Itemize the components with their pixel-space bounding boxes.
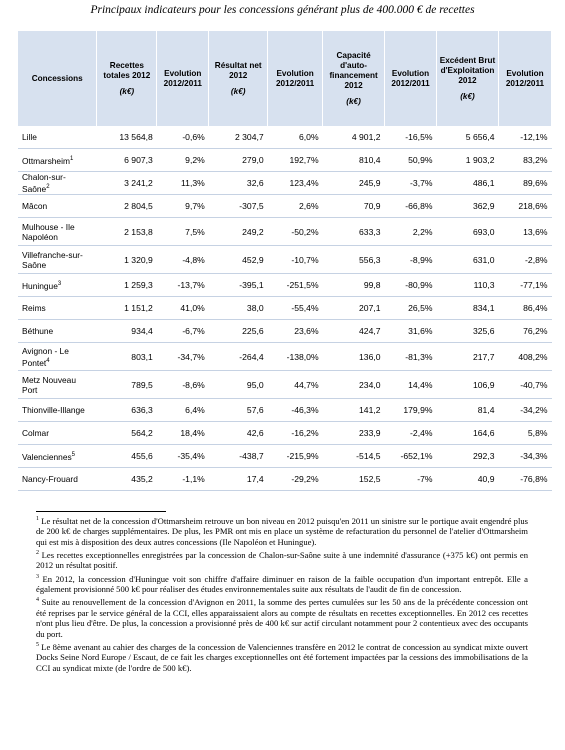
table-row bbox=[18, 195, 552, 218]
table-row bbox=[18, 399, 552, 422]
concession-name: Reims bbox=[22, 303, 46, 313]
value-cell: -264,4 bbox=[209, 343, 268, 371]
value-cell: 2 153,8 bbox=[97, 218, 157, 246]
column-header-unit: (k€) bbox=[460, 91, 475, 101]
value-cell: -46,3% bbox=[268, 399, 323, 422]
table-row bbox=[18, 297, 552, 320]
footnote-number: 5 bbox=[36, 641, 39, 648]
column-header bbox=[268, 31, 323, 126]
value-cell: 50,9% bbox=[385, 149, 437, 172]
footnote-reference: 5 bbox=[71, 452, 76, 459]
concession-name: Chalon-sur-Saône bbox=[22, 172, 66, 194]
value-cell: 81,4 bbox=[437, 399, 499, 422]
value-cell: 1 259,3 bbox=[97, 274, 157, 297]
column-header-label: Capacité d'auto-financement 2012 bbox=[329, 50, 378, 90]
table-row bbox=[18, 149, 552, 172]
table-row bbox=[18, 371, 552, 399]
value-cell: 249,2 bbox=[209, 218, 268, 246]
concession-name-cell bbox=[18, 172, 97, 195]
value-cell: 486,1 bbox=[437, 172, 499, 195]
value-cell: -2,8% bbox=[498, 246, 551, 274]
value-cell: 633,3 bbox=[323, 218, 385, 246]
table-row bbox=[18, 172, 552, 195]
value-cell: 89,6% bbox=[498, 172, 551, 195]
value-cell: 123,4% bbox=[268, 172, 323, 195]
footnote-reference: 3 bbox=[57, 281, 62, 288]
concession-name-cell bbox=[18, 320, 97, 343]
footnote bbox=[36, 640, 528, 673]
value-cell: 810,4 bbox=[323, 149, 385, 172]
value-cell: 13 564,8 bbox=[97, 126, 157, 149]
value-cell: 218,6% bbox=[498, 195, 551, 218]
value-cell: 1 903,2 bbox=[437, 149, 499, 172]
value-cell: -10,7% bbox=[268, 246, 323, 274]
footnote-text: En 2012, la concession d'Huningue voit son chiffre d'affaire diminuer en raison de la faible occupation d'un important entrepôt. Elle a également provisionné 500 k€ pour réaliser des études environnementales suite aux résultats de l'audit de fin de concession. bbox=[36, 573, 528, 595]
footnote-number: 2 bbox=[36, 550, 39, 557]
table-row bbox=[18, 320, 552, 343]
value-cell: 362,9 bbox=[437, 195, 499, 218]
value-cell: 31,6% bbox=[385, 320, 437, 343]
concession-name-cell bbox=[18, 445, 97, 468]
concession-name: Metz Nouveau Port bbox=[22, 374, 76, 395]
value-cell: 292,3 bbox=[437, 445, 499, 468]
column-header-label: Evolution 2012/2011 bbox=[505, 68, 545, 88]
value-cell: 5,8% bbox=[498, 422, 551, 445]
column-header bbox=[157, 31, 209, 126]
value-cell: -35,4% bbox=[157, 445, 209, 468]
footnote-text: Le résultat net de la concession d'Ottmarsheim retrouve un bon niveau en 2012 puisqu'en 2011 un sinistre sur le portique avait engendré plus de 200 k€ de charges supplémentaires. De plus, les PMR ont mis en place un système de refacturation du personnel de l'atelier d'Ottmarsheim qui est mis à disposition des deux autres concessions (Ile Napoléon et Huningue). bbox=[36, 515, 528, 547]
value-cell: -251,5% bbox=[268, 274, 323, 297]
value-cell: 23,6% bbox=[268, 320, 323, 343]
value-cell: -8,9% bbox=[385, 246, 437, 274]
column-header bbox=[209, 31, 268, 126]
value-cell: -29,2% bbox=[268, 468, 323, 491]
indicators-table bbox=[18, 31, 552, 491]
value-cell: 2,6% bbox=[268, 195, 323, 218]
concession-name-cell bbox=[18, 218, 97, 246]
value-cell: -514,5 bbox=[323, 445, 385, 468]
value-cell: -1,1% bbox=[157, 468, 209, 491]
value-cell: -13,7% bbox=[157, 274, 209, 297]
concession-name-cell bbox=[18, 126, 97, 149]
column-header-unit: (k€) bbox=[119, 86, 135, 96]
value-cell: 17,4 bbox=[209, 468, 268, 491]
concession-name-cell bbox=[18, 149, 97, 172]
column-header-label: Résultat net 2012 bbox=[214, 60, 262, 80]
value-cell: 41,0% bbox=[157, 297, 209, 320]
footnote bbox=[36, 514, 528, 547]
table-header-row bbox=[18, 31, 552, 126]
value-cell: -55,4% bbox=[268, 297, 323, 320]
value-cell: -12,1% bbox=[498, 126, 551, 149]
value-cell: -50,2% bbox=[268, 218, 323, 246]
value-cell: 26,5% bbox=[385, 297, 437, 320]
value-cell: 452,9 bbox=[209, 246, 268, 274]
table-row bbox=[18, 246, 552, 274]
concession-name: Valenciennes bbox=[22, 451, 72, 462]
value-cell: 5 656,4 bbox=[437, 126, 499, 149]
footnote bbox=[36, 548, 528, 571]
concession-name-cell bbox=[18, 468, 97, 491]
footnote-reference: 1 bbox=[69, 156, 74, 163]
value-cell: 3 241,2 bbox=[97, 172, 157, 195]
column-header-label: Evolution 2012/2011 bbox=[275, 68, 315, 88]
value-cell: 164,6 bbox=[437, 422, 499, 445]
value-cell: 631,0 bbox=[437, 246, 499, 274]
value-cell: 6,4% bbox=[157, 399, 209, 422]
value-cell: -16,2% bbox=[268, 422, 323, 445]
value-cell: 233,9 bbox=[323, 422, 385, 445]
column-header bbox=[498, 31, 551, 126]
value-cell: 455,6 bbox=[97, 445, 157, 468]
value-cell: 636,3 bbox=[97, 399, 157, 422]
value-cell: 424,7 bbox=[323, 320, 385, 343]
value-cell: 141,2 bbox=[323, 399, 385, 422]
value-cell: 192,7% bbox=[268, 149, 323, 172]
value-cell: 152,5 bbox=[323, 468, 385, 491]
footnotes bbox=[36, 514, 528, 674]
value-cell: 95,0 bbox=[209, 371, 268, 399]
value-cell: 44,7% bbox=[268, 371, 323, 399]
column-header-label: Excédent Brut d'Exploitation 2012 bbox=[439, 55, 496, 85]
value-cell: -4,8% bbox=[157, 246, 209, 274]
column-header bbox=[323, 31, 385, 126]
value-cell: 14,4% bbox=[385, 371, 437, 399]
concession-name: Béthune bbox=[22, 326, 54, 336]
value-cell: 86,4% bbox=[498, 297, 551, 320]
value-cell: -34,3% bbox=[498, 445, 551, 468]
value-cell: 279,0 bbox=[209, 149, 268, 172]
column-header-label: Evolution 2012/2011 bbox=[391, 68, 430, 88]
value-cell: 9,2% bbox=[157, 149, 209, 172]
concession-name: Ottmarsheim bbox=[22, 155, 70, 166]
value-cell: 6 907,3 bbox=[97, 149, 157, 172]
value-cell: 7,5% bbox=[157, 218, 209, 246]
value-cell: -0,6% bbox=[157, 126, 209, 149]
value-cell: 99,8 bbox=[323, 274, 385, 297]
value-cell: -16,5% bbox=[385, 126, 437, 149]
concession-name: Lille bbox=[22, 132, 37, 142]
value-cell: -7% bbox=[385, 468, 437, 491]
concession-name-cell bbox=[18, 297, 97, 320]
column-header bbox=[97, 31, 157, 126]
value-cell: -215,9% bbox=[268, 445, 323, 468]
concession-name: Huningue bbox=[22, 280, 58, 291]
value-cell: 1 151,2 bbox=[97, 297, 157, 320]
value-cell: 2 804,5 bbox=[97, 195, 157, 218]
value-cell: -77,1% bbox=[498, 274, 551, 297]
value-cell: -40,7% bbox=[498, 371, 551, 399]
value-cell: 225,6 bbox=[209, 320, 268, 343]
concession-name-cell bbox=[18, 422, 97, 445]
value-cell: 435,2 bbox=[97, 468, 157, 491]
concession-name-cell bbox=[18, 246, 97, 274]
value-cell: 6,0% bbox=[268, 126, 323, 149]
concession-name: Mulhouse - Ile Napoléon bbox=[22, 221, 75, 242]
footnote-reference: 4 bbox=[46, 357, 50, 364]
value-cell: 693,0 bbox=[437, 218, 499, 246]
value-cell: 42,6 bbox=[209, 422, 268, 445]
footnote-text: Suite au renouvellement de la concession d'Avignon en 2011, la somme des pertes cumulées sur les 50 ans de la précédente concession ont été reprises par le service général de la CCI, elles apparaissaient alors au compte de résultats en recettes exceptionnelles. En 2012 ces recettes n'ont plus lieu d'être. De plus, la concession a provisionné près de 400 k€ sur actif circulant notamment pour 2 contentieux avec des occupants du port. bbox=[36, 597, 528, 639]
value-cell: 70,9 bbox=[323, 195, 385, 218]
value-cell: 38,0 bbox=[209, 297, 268, 320]
value-cell: 408,2% bbox=[498, 343, 551, 371]
concession-name-cell bbox=[18, 399, 97, 422]
footnote-number: 3 bbox=[36, 573, 39, 580]
value-cell: -438,7 bbox=[209, 445, 268, 468]
concession-name: Villefranche-sur-Saône bbox=[22, 249, 83, 270]
footnote-text: Le 8ème avenant au cahier des charges de la concession de Valenciennes transfère en 2012 le contrat de concession au syndicat mixte ouvert Docks Seine Nord Europe / Escaut, de ce fait les charges exceptionnelles ont été fortement impactées par la cessions des immobilisations de la CCI au syndicat mixte (de l'ordre de 500 k€). bbox=[36, 641, 528, 673]
table-row bbox=[18, 445, 552, 468]
value-cell: 83,2% bbox=[498, 149, 551, 172]
value-cell: 110,3 bbox=[437, 274, 499, 297]
value-cell: -307,5 bbox=[209, 195, 268, 218]
footnote bbox=[36, 595, 528, 638]
table-row bbox=[18, 274, 552, 297]
footnote-number: 1 bbox=[36, 516, 39, 522]
table-row bbox=[18, 126, 552, 149]
value-cell: 803,1 bbox=[97, 343, 157, 371]
value-cell: -395,1 bbox=[209, 274, 268, 297]
concession-name: Thionville-Illange bbox=[22, 405, 85, 415]
value-cell: -138,0% bbox=[268, 343, 323, 371]
concession-name: Mâcon bbox=[22, 201, 48, 211]
value-cell: 834,1 bbox=[437, 297, 499, 320]
concession-name-cell bbox=[18, 195, 97, 218]
value-cell: -2,4% bbox=[385, 422, 437, 445]
value-cell: 1 320,9 bbox=[97, 246, 157, 274]
table-caption: Principaux indicateurs pour les concessions générant plus de 400.000 € de recettes bbox=[90, 4, 475, 16]
value-cell: -80,9% bbox=[385, 274, 437, 297]
value-cell: -81,3% bbox=[385, 343, 437, 371]
footnote bbox=[36, 572, 528, 595]
value-cell: -652,1% bbox=[385, 445, 437, 468]
value-cell: 2,2% bbox=[385, 218, 437, 246]
table-row bbox=[18, 343, 552, 371]
column-header bbox=[437, 31, 499, 126]
value-cell: 325,6 bbox=[437, 320, 499, 343]
value-cell: -6,7% bbox=[157, 320, 209, 343]
value-cell: 789,5 bbox=[97, 371, 157, 399]
column-header-label: Evolution 2012/2011 bbox=[163, 68, 202, 88]
value-cell: 934,4 bbox=[97, 320, 157, 343]
value-cell: 76,2% bbox=[498, 320, 551, 343]
value-cell: 4 901,2 bbox=[323, 126, 385, 149]
value-cell: 40,9 bbox=[437, 468, 499, 491]
concession-name-cell bbox=[18, 274, 97, 297]
footnote-reference: 2 bbox=[46, 184, 50, 191]
column-header bbox=[385, 31, 437, 126]
value-cell: 11,3% bbox=[157, 172, 209, 195]
value-cell: 179,9% bbox=[385, 399, 437, 422]
table-row bbox=[18, 468, 552, 491]
value-cell: 245,9 bbox=[323, 172, 385, 195]
concession-name-cell bbox=[18, 371, 97, 399]
table-row bbox=[18, 422, 552, 445]
footnote-number: 4 bbox=[36, 597, 39, 604]
footnote-separator bbox=[36, 511, 166, 512]
column-header-label: Concessions bbox=[31, 73, 83, 83]
footnote-text: Les recettes exceptionnelles enregistrées par la concession de Chalon-sur-Saône suite à une indemnité d'assurance (+375 k€) ont permis en 2012 un résultat positif. bbox=[36, 549, 528, 571]
value-cell: -34,2% bbox=[498, 399, 551, 422]
value-cell: 136,0 bbox=[323, 343, 385, 371]
value-cell: 18,4% bbox=[157, 422, 209, 445]
column-header-label: Recettes totales 2012 bbox=[103, 60, 151, 80]
concession-name-cell bbox=[18, 343, 97, 371]
value-cell: -76,8% bbox=[498, 468, 551, 491]
column-header-unit: (k€) bbox=[346, 96, 361, 106]
column-header bbox=[18, 31, 97, 126]
value-cell: 13,6% bbox=[498, 218, 551, 246]
table-body bbox=[18, 126, 552, 491]
value-cell: 564,2 bbox=[97, 422, 157, 445]
value-cell: -66,8% bbox=[385, 195, 437, 218]
value-cell: 9,7% bbox=[157, 195, 209, 218]
concession-name: Avignon - Le Pontet bbox=[22, 345, 69, 368]
value-cell: 2 304,7 bbox=[209, 126, 268, 149]
value-cell: 32,6 bbox=[209, 172, 268, 195]
value-cell: -3,7% bbox=[385, 172, 437, 195]
concession-name: Colmar bbox=[22, 428, 49, 438]
value-cell: -34,7% bbox=[157, 343, 209, 371]
value-cell: -8,6% bbox=[157, 371, 209, 399]
value-cell: 556,3 bbox=[323, 246, 385, 274]
column-header-unit: (k€) bbox=[230, 86, 246, 96]
value-cell: 57,6 bbox=[209, 399, 268, 422]
table-row bbox=[18, 218, 552, 246]
value-cell: 234,0 bbox=[323, 371, 385, 399]
value-cell: 106,9 bbox=[437, 371, 499, 399]
value-cell: 217,7 bbox=[437, 343, 499, 371]
value-cell: 207,1 bbox=[323, 297, 385, 320]
concession-name: Nancy-Frouard bbox=[22, 474, 78, 484]
